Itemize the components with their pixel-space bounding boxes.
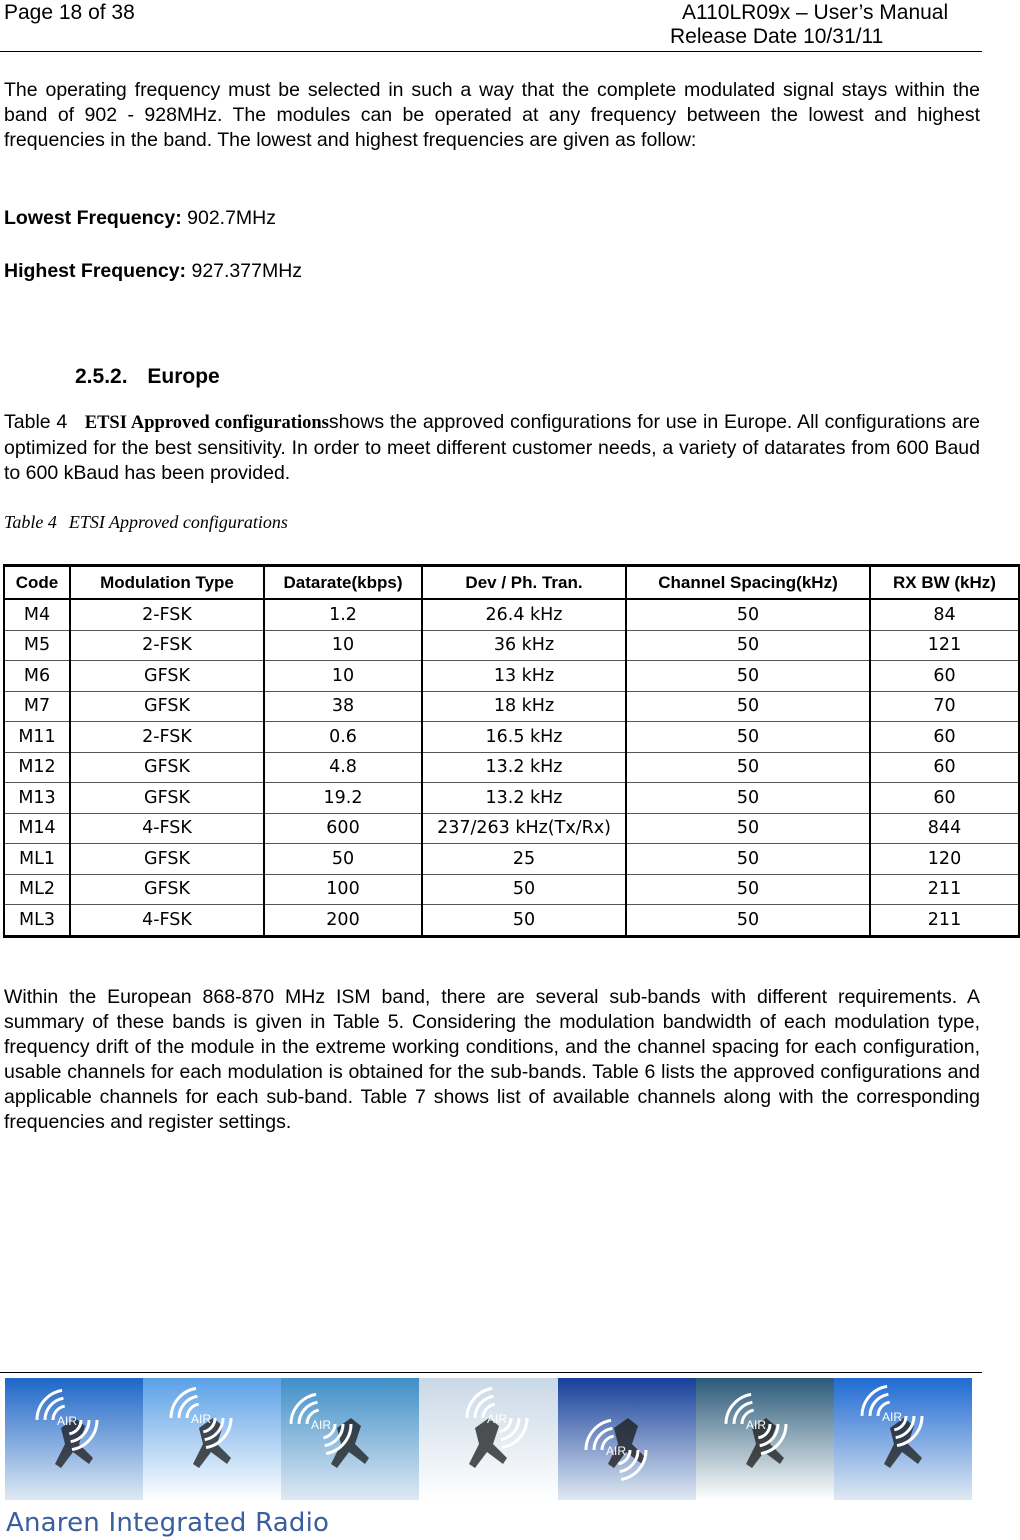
col-modulation: Modulation Type — [70, 566, 264, 600]
banner-photo-tile — [696, 1378, 834, 1500]
cell-channel-spacing: 50 — [626, 874, 870, 905]
table-row — [4, 630, 1019, 661]
cell-datarate: 38 — [264, 691, 422, 722]
banner-photo — [558, 1378, 696, 1500]
footer-banner — [5, 1378, 972, 1500]
air-badge-label: AIR — [311, 1418, 332, 1432]
document-title: A110LR09x – User’s Manual — [682, 1, 949, 24]
table-row — [4, 874, 1019, 905]
cell-code: M7 — [4, 691, 70, 722]
banner-photo — [834, 1378, 972, 1500]
table-header-row — [4, 566, 1019, 600]
cell-rx-bw: 60 — [870, 661, 1019, 692]
banner-photo-tile — [281, 1378, 419, 1500]
cell-deviation: 36 kHz — [422, 630, 626, 661]
cell-rx-bw: 120 — [870, 844, 1019, 875]
air-badge-label: AIR — [881, 1410, 902, 1424]
banner-photo — [281, 1378, 419, 1500]
cell-datarate: 200 — [264, 905, 422, 937]
lowest-frequency-label: Lowest Frequency: — [4, 207, 182, 229]
cell-modulation: 2-FSK — [70, 722, 264, 753]
cell-code: ML2 — [4, 874, 70, 905]
table-ref-prefix: Table 4 — [4, 411, 68, 433]
cell-deviation: 26.4 kHz — [422, 599, 626, 630]
col-channel-spacing: Channel Spacing(kHz) — [626, 566, 870, 600]
etsi-config-table — [3, 564, 1020, 938]
cell-datarate: 50 — [264, 844, 422, 875]
cell-code: M13 — [4, 783, 70, 814]
cell-datarate: 100 — [264, 874, 422, 905]
cell-modulation: GFSK — [70, 844, 264, 875]
cell-channel-spacing: 50 — [626, 752, 870, 783]
banner-photo-tile — [834, 1378, 972, 1500]
banner-photo-tile — [558, 1378, 696, 1500]
table-body — [4, 599, 1019, 936]
banner-photo-tile — [5, 1378, 143, 1500]
cell-rx-bw: 211 — [870, 905, 1019, 937]
cell-channel-spacing: 50 — [626, 905, 870, 937]
europe-paragraph-rest: shows the approved configurations for use in Europe. All configurations are optimized for the best sensitivity. In order to meet different customer needs, a variety of datarates from 600 Baud to 600 kBaud has been provided. — [4, 411, 980, 484]
cell-datarate: 19.2 — [264, 783, 422, 814]
brand-name: Anaren Integrated Radio — [6, 1508, 330, 1538]
cell-rx-bw: 60 — [870, 752, 1019, 783]
cell-modulation: GFSK — [70, 752, 264, 783]
section-title: Europe — [147, 365, 220, 388]
intro-paragraph: The operating frequency must be selected in such a way that the complete modulated signal stays within the band of 902 - 928MHz. The modules can be operated at any frequency between the lowest and highest frequencies in the band. The lowest and highest frequencies are given as follow: — [4, 79, 980, 151]
cell-rx-bw: 121 — [870, 630, 1019, 661]
cell-datarate: 600 — [264, 813, 422, 844]
air-badge-label: AIR — [487, 1412, 508, 1426]
table-row — [4, 691, 1019, 722]
cell-code: M4 — [4, 599, 70, 630]
table-row — [4, 661, 1019, 692]
closing-paragraph: Within the European 868-870 MHz ISM band, there are several sub-bands with different requirements. A summary of these bands is given in Table 5. Considering the modulation bandwidth of each modulation type, frequency drift of the module in the extreme working conditions, and the channel spacing for each configuration, usable channels for each modulation is obtained for the sub-bands. Table 6 lists the approved configurations and applicable channels for each sub-band. Table 7 shows list of available channels along with the corresponding frequencies and register settings. — [4, 986, 980, 1133]
col-datarate: Datarate(kbps) — [264, 566, 422, 600]
highest-frequency-label: Highest Frequency: — [4, 260, 187, 282]
highest-frequency-value: 927.377MHz — [191, 260, 303, 282]
cell-channel-spacing: 50 — [626, 661, 870, 692]
cell-modulation: GFSK — [70, 783, 264, 814]
air-badge-label: AIR — [745, 1418, 766, 1432]
page-number: Page 18 of 38 — [4, 1, 135, 24]
cell-deviation: 25 — [422, 844, 626, 875]
cell-code: M14 — [4, 813, 70, 844]
table-row — [4, 599, 1019, 630]
cell-deviation: 13.2 kHz — [422, 783, 626, 814]
section-heading — [75, 365, 220, 389]
table-caption — [4, 512, 288, 533]
table-row — [4, 752, 1019, 783]
col-rx-bw: RX BW (kHz) — [870, 566, 1019, 600]
col-code: Code — [4, 566, 70, 600]
lowest-frequency-value: 902.7MHz — [187, 207, 276, 229]
cell-deviation: 13 kHz — [422, 661, 626, 692]
cell-rx-bw: 70 — [870, 691, 1019, 722]
cell-modulation: GFSK — [70, 661, 264, 692]
cell-code: M6 — [4, 661, 70, 692]
cell-datarate: 10 — [264, 630, 422, 661]
section-number: 2.5.2. — [75, 365, 128, 388]
cell-modulation: 4-FSK — [70, 813, 264, 844]
cell-code: M11 — [4, 722, 70, 753]
air-badge-label: AIR — [605, 1444, 626, 1458]
cell-code: M12 — [4, 752, 70, 783]
cell-deviation: 50 — [422, 905, 626, 937]
table-row — [4, 722, 1019, 753]
cell-rx-bw: 844 — [870, 813, 1019, 844]
cell-rx-bw: 60 — [870, 722, 1019, 753]
cell-rx-bw: 84 — [870, 599, 1019, 630]
table-ref-link[interactable]: ETSI Approved configurations — [84, 413, 329, 433]
footer-divider — [0, 1372, 982, 1373]
cell-channel-spacing: 50 — [626, 691, 870, 722]
table-row — [4, 844, 1019, 875]
table-row — [4, 783, 1019, 814]
release-date: Release Date 10/31/11 — [670, 25, 884, 48]
cell-modulation: 2-FSK — [70, 599, 264, 630]
table-row — [4, 813, 1019, 844]
banner-photo — [5, 1378, 143, 1500]
cell-channel-spacing: 50 — [626, 783, 870, 814]
europe-paragraph — [4, 410, 980, 486]
cell-modulation: 4-FSK — [70, 905, 264, 937]
header-divider — [0, 51, 982, 52]
cell-datarate: 4.8 — [264, 752, 422, 783]
air-badge-label: AIR — [191, 1412, 212, 1426]
cell-code: M5 — [4, 630, 70, 661]
cell-channel-spacing: 50 — [626, 599, 870, 630]
cell-channel-spacing: 50 — [626, 722, 870, 753]
banner-photo-tile — [419, 1378, 557, 1500]
cell-code: ML3 — [4, 905, 70, 937]
cell-deviation: 237/263 kHz(Tx/Rx) — [422, 813, 626, 844]
cell-deviation: 18 kHz — [422, 691, 626, 722]
cell-channel-spacing: 50 — [626, 844, 870, 875]
cell-datarate: 0.6 — [264, 722, 422, 753]
table-row — [4, 905, 1019, 937]
table-caption-label: Table 4 — [4, 512, 57, 532]
table-caption-title: ETSI Approved configurations — [68, 512, 288, 532]
cell-deviation: 13.2 kHz — [422, 752, 626, 783]
cell-deviation: 50 — [422, 874, 626, 905]
cell-channel-spacing: 50 — [626, 630, 870, 661]
cell-code: ML1 — [4, 844, 70, 875]
cell-rx-bw: 211 — [870, 874, 1019, 905]
cell-modulation: 2-FSK — [70, 630, 264, 661]
banner-photo-tile — [143, 1378, 281, 1500]
banner-photo — [696, 1378, 834, 1500]
lowest-frequency — [4, 207, 276, 230]
cell-deviation: 16.5 kHz — [422, 722, 626, 753]
banner-photo — [419, 1378, 557, 1500]
cell-modulation: GFSK — [70, 691, 264, 722]
cell-rx-bw: 60 — [870, 783, 1019, 814]
banner-photo — [143, 1378, 281, 1500]
cell-modulation: GFSK — [70, 874, 264, 905]
cell-channel-spacing: 50 — [626, 813, 870, 844]
air-badge-label: AIR — [56, 1414, 78, 1428]
cell-datarate: 10 — [264, 661, 422, 692]
cell-datarate: 1.2 — [264, 599, 422, 630]
highest-frequency — [4, 260, 302, 283]
col-deviation: Dev / Ph. Tran. — [422, 566, 626, 600]
